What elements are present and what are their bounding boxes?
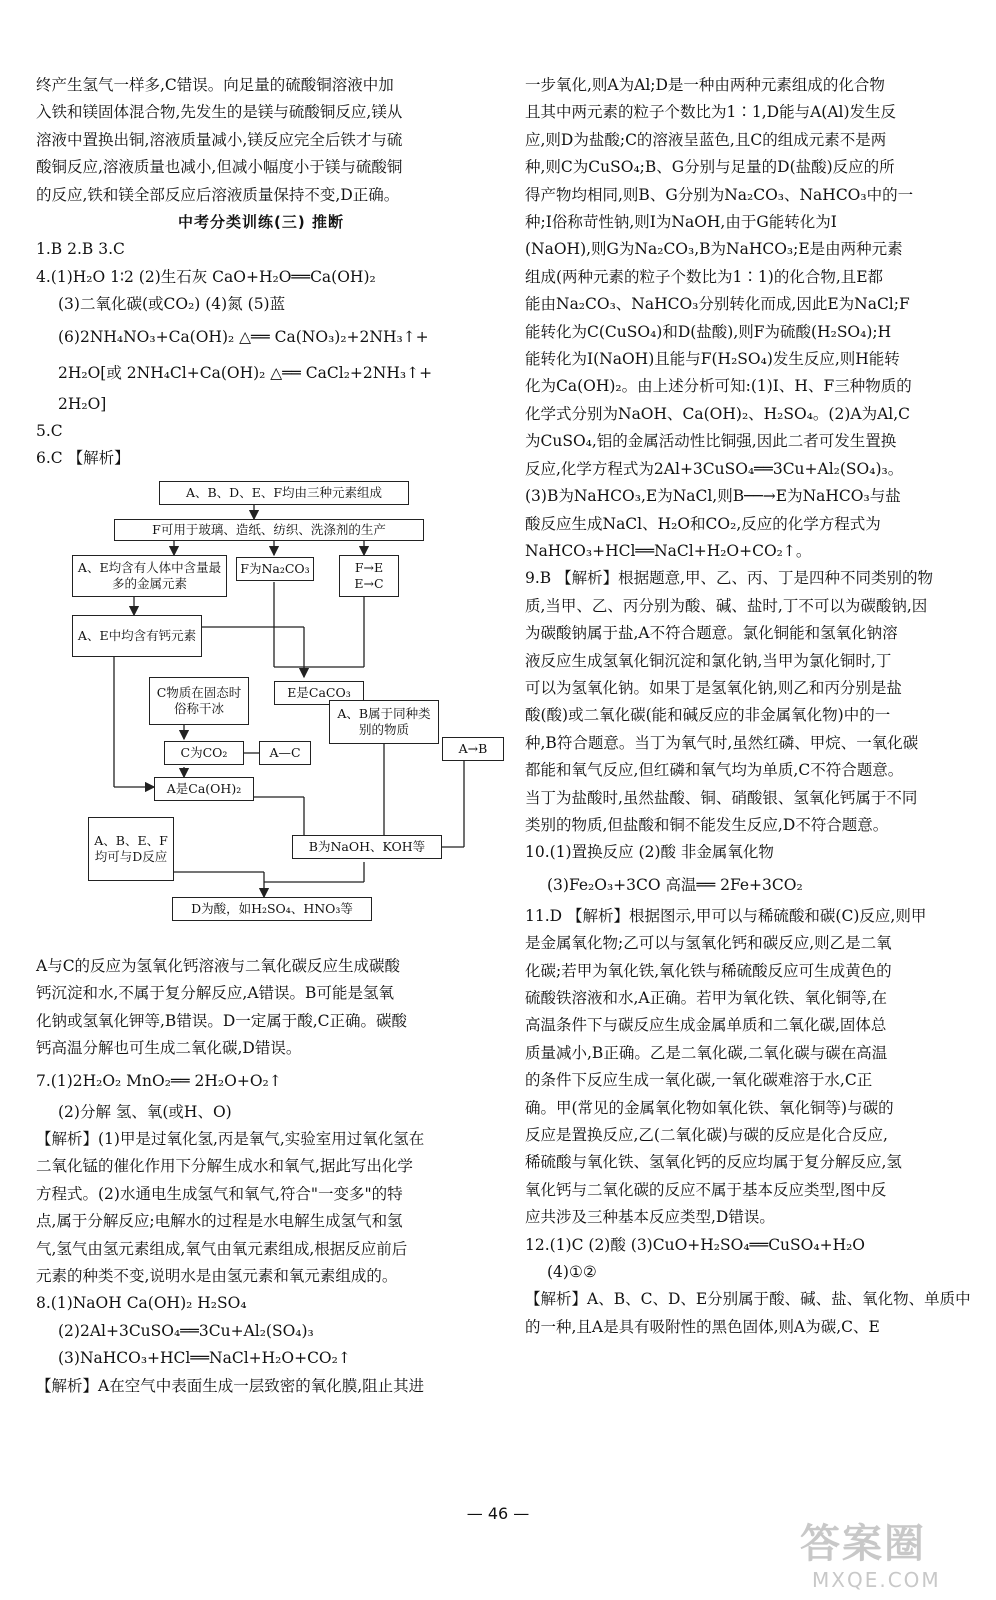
answer-q9-line: 可以为氢氧化钠。如果丁是氢氧化钠,则乙和丙分别是盐: [525, 678, 902, 697]
answer-q12-line: 12.(1)C (2)酸 (3)CuO+H₂SO₄══CuSO₄+H₂O: [525, 1235, 866, 1254]
flow-box-metal-element: A、E均含有人体中含量最多的金属元素: [72, 555, 227, 597]
answer-q9-line: 9.B 【解析】根据题意,甲、乙、丙、丁是四种不同类别的物: [525, 569, 934, 588]
q6-explanation: 钙高温分解也可生成二氧化碳,D错误。: [36, 1039, 302, 1058]
q8-continued: 为CuSO₄,铝的金属活动性比铜强,因此二者可发生置换: [525, 432, 897, 451]
q8-continued: (NaOH),则G为Na₂CO₃,B为NaHCO₃;E是由两种元素: [525, 240, 903, 259]
intro-line: 入铁和镁固体混合物,先发生的是镁与硫酸铜反应,镁从: [36, 103, 403, 122]
answer-q8-line: 8.(1)NaOH Ca(OH)₂ H₂SO₄: [36, 1294, 247, 1313]
intro-line: 的反应,铁和镁全部反应后溶液质量保持不变,D正确。: [36, 185, 400, 204]
q8-continued: 化学式分别为NaOH、Ca(OH)₂、H₂SO₄。(2)A为Al,C: [525, 404, 911, 423]
q6-explanation: A与C的反应为氢氧化钙溶液与二氧化碳反应生成碳酸: [36, 956, 401, 975]
answer-q11-line: 11.D 【解析】根据图示,甲可以与稀硫酸和碳(C)反应,则甲: [525, 906, 927, 925]
answer-q12-line: 【解析】A、B、C、D、E分别属于酸、碱、盐、氧化物、单质中: [525, 1290, 971, 1309]
q6-explanation: 化钠或氢氧化钾等,B错误。D一定属于酸,C正确。碳酸: [36, 1011, 408, 1030]
answer-q9-line: 质,当甲、乙、丙分别为酸、碱、盐时,丁不可以为碳酸钠,因: [525, 596, 928, 615]
q8-continued: (3)B为NaHCO₃,E为NaCl,则B──→E为NaHCO₃与盐: [525, 487, 901, 506]
q8-continued: 酸反应生成NaCl、H₂O和CO₂,反应的化学方程式为: [525, 514, 881, 533]
answer-q12-line: (4)①②: [547, 1263, 597, 1282]
q8-continued: 且其中两元素的粒子个数比为1∶1,D能与A(Al)发生反: [525, 103, 897, 122]
watermark-url: MXQE.COM: [812, 1568, 941, 1592]
intro-line: 溶液中置换出铜,溶液质量减小,镁反应完全后铁才与硫: [36, 130, 403, 149]
flow-box-f-to-e: [339, 555, 399, 597]
q8-continued: 能转化为I(NaOH)且能与F(H₂SO₄)发生反应,则H能转: [525, 350, 900, 369]
answer-q8-line: (2)2Al+3CuSO₄══3Cu+Al₂(SO₄)₃: [58, 1321, 314, 1340]
intro-line: 酸铜反应,溶液质量也减小,但减小幅度小于镁与硫酸铜: [36, 158, 403, 177]
page-number: — 46 —: [466, 1504, 530, 1523]
q6-explanation: 钙沉淀和水,不属于复分解反应,A错误。B可能是氢氧: [36, 984, 394, 1003]
flow-box-d-acid: D为酸，如H₂SO₄、HNO₃等: [172, 897, 372, 921]
answer-q11-line: 反应是置换反应,乙(二氧化碳)与碳的反应是化合反应,: [525, 1126, 888, 1145]
answer-q10-line: 10.(1)置换反应 (2)酸 非金属氧化物: [525, 843, 774, 862]
answer-q6-head: 6.C 【解析】: [36, 449, 130, 468]
answer-q11-line: 确。甲(常见的金属氧化物如氧化铁、氧化铜等)与碳的: [525, 1098, 894, 1117]
answer-q11-line: 硫酸铁溶液和水,A正确。若甲为氧化铁、氧化铜等,在: [525, 989, 888, 1007]
watermark-text: 答案圈: [800, 1521, 926, 1567]
flow-box-c-co2: C为CO₂: [164, 741, 244, 765]
answer-q7-line: 【解析】(1)甲是过氧化氢,丙是氧气,实验室用过氧化氢在: [36, 1129, 425, 1148]
flow-f-e-text: F→E: [354, 559, 384, 575]
flow-box-react-with-d: A、B、E、F均可与D反应: [88, 817, 174, 881]
q8-continued: 组成(两种元素的粒子个数比为1∶1)的化合物,且E都: [525, 267, 884, 286]
answer-q4-line: 4.(1)H₂O 1∶2 (2)生石灰 CaO+H₂O══Ca(OH)₂: [36, 267, 376, 286]
answer-q4-line: (3)二氧化碳(或CO₂) (4)氮 (5)蓝: [58, 295, 286, 314]
left-column: [36, 72, 486, 1400]
answer-q11-line: 氧化钙与二氧化碳的反应不属于基本反应类型,图中反: [525, 1180, 887, 1199]
answer-q7-line: 气,氢气由氢元素组成,氧气由氧元素组成,根据反应前后: [36, 1239, 408, 1258]
answer-q11-line: 高温条件下与碳反应生成金属单质和二氧化碳,固体总: [525, 1016, 887, 1035]
answer-q7-line: 7.(1)2H₂O₂ MnO₂══ 2H₂O+O₂↑: [36, 1071, 282, 1090]
intro-line: 终产生氢气一样多,C错误。向足量的硫酸铜溶液中加: [36, 76, 394, 94]
flow-box-b-naoh: B为NaOH、KOH等: [292, 835, 442, 859]
answer-q11-line: 是金属氧化物;乙可以与氢氧化钙和碳反应,则乙是二氧: [525, 934, 892, 953]
answer-q5: 5.C: [36, 422, 63, 441]
flow-e-c-text: E→C: [354, 575, 384, 591]
answer-q9-line: 酸(酸)或二氧化碳(能和碱反应的非金属氧化物)中的一: [525, 706, 891, 725]
flow-box-f-usage: F可用于玻璃、造纸、纺织、洗涤剂的生产: [114, 519, 424, 541]
section-title: 中考分类训练(三) 推断: [178, 213, 344, 232]
answer-q9-line: 种,B符合题意。当丁为氧气时,虽然红磷、甲烷、一氧化碳: [525, 733, 919, 752]
answer-q8-line: (3)NaHCO₃+HCl══NaCl+H₂O+CO₂↑: [58, 1349, 351, 1368]
flow-box-f-na2co3: F为Na₂CO₃: [236, 557, 314, 581]
answer-q11-line: 应共涉及三种基本反应类型,D错误。: [525, 1208, 775, 1227]
q8-continued: 应,则D为盐酸;C的溶液呈蓝色,且C的组成元素不是两: [525, 130, 887, 149]
answer-q4-line: (6)2NH₄NO₃+Ca(OH)₂ △══ Ca(NO₃)₂+2NH₃↑+: [58, 327, 429, 346]
answer-q9-line: 液反应生成氢氧化铜沉淀和氯化钠,当甲为氯化铜时,丁: [525, 651, 892, 670]
flow-box-a-to-b: A→B: [442, 737, 504, 761]
answer-q11-line: 的条件下反应生成一氧化碳,一氧化碳难溶于水,C正: [525, 1071, 873, 1090]
answer-q4-line: 2H₂O[或 2NH₄Cl+Ca(OH)₂ △══ CaCl₂+2NH₃↑+: [58, 363, 433, 382]
answer-q7-line: 二氧化锰的催化作用下分解生成水和氧气,据此写出化学: [36, 1157, 413, 1176]
answer-q11-line: 化碳;若甲为氧化铁,氧化铁与稀硫酸反应可生成黄色的: [525, 961, 892, 980]
flow-box-e-caco3: E是CaCO₃: [274, 681, 364, 705]
answer-q9-line: 为碳酸钠属于盐,A不符合题意。氯化铜能和氢氧化钠溶: [525, 624, 898, 643]
flow-box-same-class: A、B属于同种类别的物质: [329, 700, 439, 744]
q8-continued: 化为Ca(OH)₂。由上述分析可知:(1)I、H、F三种物质的: [525, 377, 912, 396]
inference-flowchart: [64, 477, 524, 947]
q8-continued: 种;I俗称苛性钠,则I为NaOH,由于G能转化为I: [525, 213, 837, 232]
answer-q1-3: 1.B 2.B 3.C: [36, 240, 125, 259]
watermark-logo: [800, 1520, 980, 1598]
answer-q7-line: (2)分解 氢、氧(或H、O): [58, 1102, 232, 1121]
answer-q4-line: 2H₂O]: [58, 394, 107, 413]
q8-continued: 能转化为C(CuSO₄)和D(盐酸),则F为硫酸(H₂SO₄);H: [525, 322, 892, 341]
q8-continued: 能由Na₂CO₃、NaHCO₃分别转化而成,因此E为NaCl;F: [525, 295, 910, 314]
flow-box-dry-ice: C物质在固态时俗称干冰: [149, 677, 249, 725]
answer-q8-line: 【解析】A在空气中表面生成一层致密的氧化膜,阻止其进: [36, 1376, 425, 1395]
q8-continued: 一步氧化,则A为Al;D是一种由两种元素组成的化合物: [525, 76, 885, 94]
answer-q12-line: 的一种,且A是具有吸附性的黑色固体,则A为碳,C、E: [525, 1317, 880, 1336]
flow-box-a-c: A—C: [259, 741, 311, 765]
right-column: [525, 72, 980, 1341]
q8-continued: 得产物均相同,则B、G分别为Na₂CO₃、NaHCO₃中的一: [525, 185, 914, 204]
q8-continued: NaHCO₃+HCl══NaCl+H₂O+CO₂↑。: [525, 541, 812, 560]
answer-q9-line: 类别的物质,但盐酸和铜不能发生反应,D不符合题意。: [525, 815, 889, 834]
q8-continued: 反应,化学方程式为2Al+3CuSO₄══3Cu+Al₂(SO₄)₃。: [525, 459, 904, 478]
answer-q9-line: 当丁为盐酸时,虽然盐酸、铜、硝酸银、氢氧化钙属于不同: [525, 788, 918, 807]
answer-q11-line: 质量减小,B正确。乙是二氧化碳,二氧化碳与碳在高温: [525, 1043, 888, 1062]
answer-q11-line: 稀硫酸与氧化铁、氢氧化钙的反应均属于复分解反应,氢: [525, 1153, 902, 1172]
answer-q10-line: (3)Fe₂O₃+3CO 高温══ 2Fe+3CO₂: [547, 875, 803, 894]
flow-box-a-caoh2: A是Ca(OH)₂: [154, 777, 254, 801]
answer-q9-line: 都能和氧气反应,但红磷和氧气均为单质,C不符合题意。: [525, 761, 904, 780]
flow-box-elements: A、B、D、E、F均由三种元素组成: [159, 481, 409, 505]
q8-continued: 种,则C为CuSO₄;B、G分别与足量的D(盐酸)反应的所: [525, 158, 895, 177]
answer-q7-line: 元素的种类不变,说明水是由氢元素和氧元素组成的。: [36, 1266, 398, 1285]
flow-box-calcium: A、E中均含有钙元素: [72, 615, 202, 657]
answer-q7-line: 点,属于分解反应;电解水的过程是水电解生成氢气和氢: [36, 1212, 403, 1231]
answer-q7-line: 方程式。(2)水通电生成氢气和氧气,符合"一变多"的特: [36, 1184, 403, 1203]
